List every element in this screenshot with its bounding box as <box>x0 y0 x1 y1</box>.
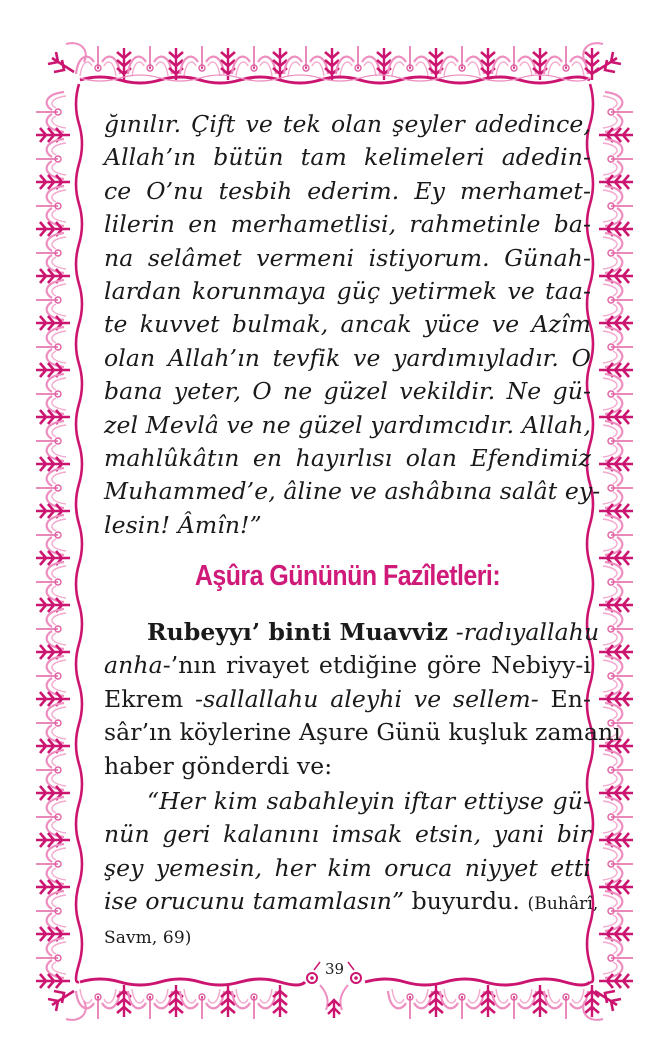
text-line: te kuvvet bulmak, ancak yüce ve Azîm <box>104 310 591 339</box>
text-line: haber gönderdi ve: <box>104 751 333 780</box>
text-line: na selâmet vermeni istiyorum. Günah- <box>104 243 591 272</box>
text-segment: buyurdu. <box>404 887 528 916</box>
text-line: olan Allah’ın tevfik ve yardımıyladır. O <box>104 343 591 372</box>
text-line <box>104 919 591 952</box>
text-segment: ’nın rivayet etdiğine göre Nebiyy-i <box>170 651 591 680</box>
source-citation: (Buhârî, <box>527 894 599 915</box>
text-line <box>104 616 600 649</box>
page-number: 39 <box>324 960 345 978</box>
text-line: lardan korunmaya güç yetirmek ve taa- <box>104 276 591 305</box>
text-segment: En- <box>538 684 591 713</box>
honorific: -radıyallahu <box>448 618 600 646</box>
hadith-paragraph <box>104 785 599 952</box>
text-line <box>104 649 591 682</box>
text-line: şey yemesin, her kim oruca niyyet etti <box>104 853 591 882</box>
text-line <box>104 885 599 918</box>
text-line: Allah’ın bütün tam kelimeleri adedin- <box>104 143 591 172</box>
narration-paragraph <box>104 616 621 783</box>
text-line: Muhammed’e, âline ve ashâbına salât ey- <box>104 477 601 506</box>
text-line: sâr’ın köylerine Aşure Günü kuşluk zamanı <box>104 718 621 747</box>
section-heading: Aşûra Gününün Fazîletleri: <box>194 560 501 592</box>
narrator-name: Rubeyyı’ binti Muavviz <box>147 618 449 646</box>
text-line: ce O’nu tesbih ederim. Ey merhamet- <box>104 176 591 205</box>
text-line: nün geri kalanını imsak etsin, yani bir <box>104 820 591 849</box>
text-line: mahlûkâtın en hayırlısı olan Efendimiz <box>104 443 591 472</box>
honorific: anha- <box>104 651 171 680</box>
text-line: lesin! Âmîn!” <box>104 510 262 539</box>
text-line: lilerin en merhametlisi, rahmetinle ba- <box>104 210 591 239</box>
text-line <box>104 683 591 716</box>
source-citation: Savm, 69) <box>104 927 192 948</box>
text-line: zel Mevlâ ve ne güzel yardımcıdır. Allah, <box>104 410 592 439</box>
text-line: bana yeter, O ne güzel vekildir. Ne gü- <box>104 377 591 406</box>
honorific: -sallallahu aleyhi ve sellem- <box>195 684 539 713</box>
text-line: “Her kim sabahleyin iftar ettiyse gü- <box>147 787 591 815</box>
quote-segment: ise orucunu tamamlasın” <box>104 887 405 916</box>
text-segment: Ekrem <box>104 684 196 713</box>
prayer-paragraph <box>104 108 601 542</box>
text-line: ğınılır. Çift ve tek olan şeyler adedince, <box>104 110 591 138</box>
